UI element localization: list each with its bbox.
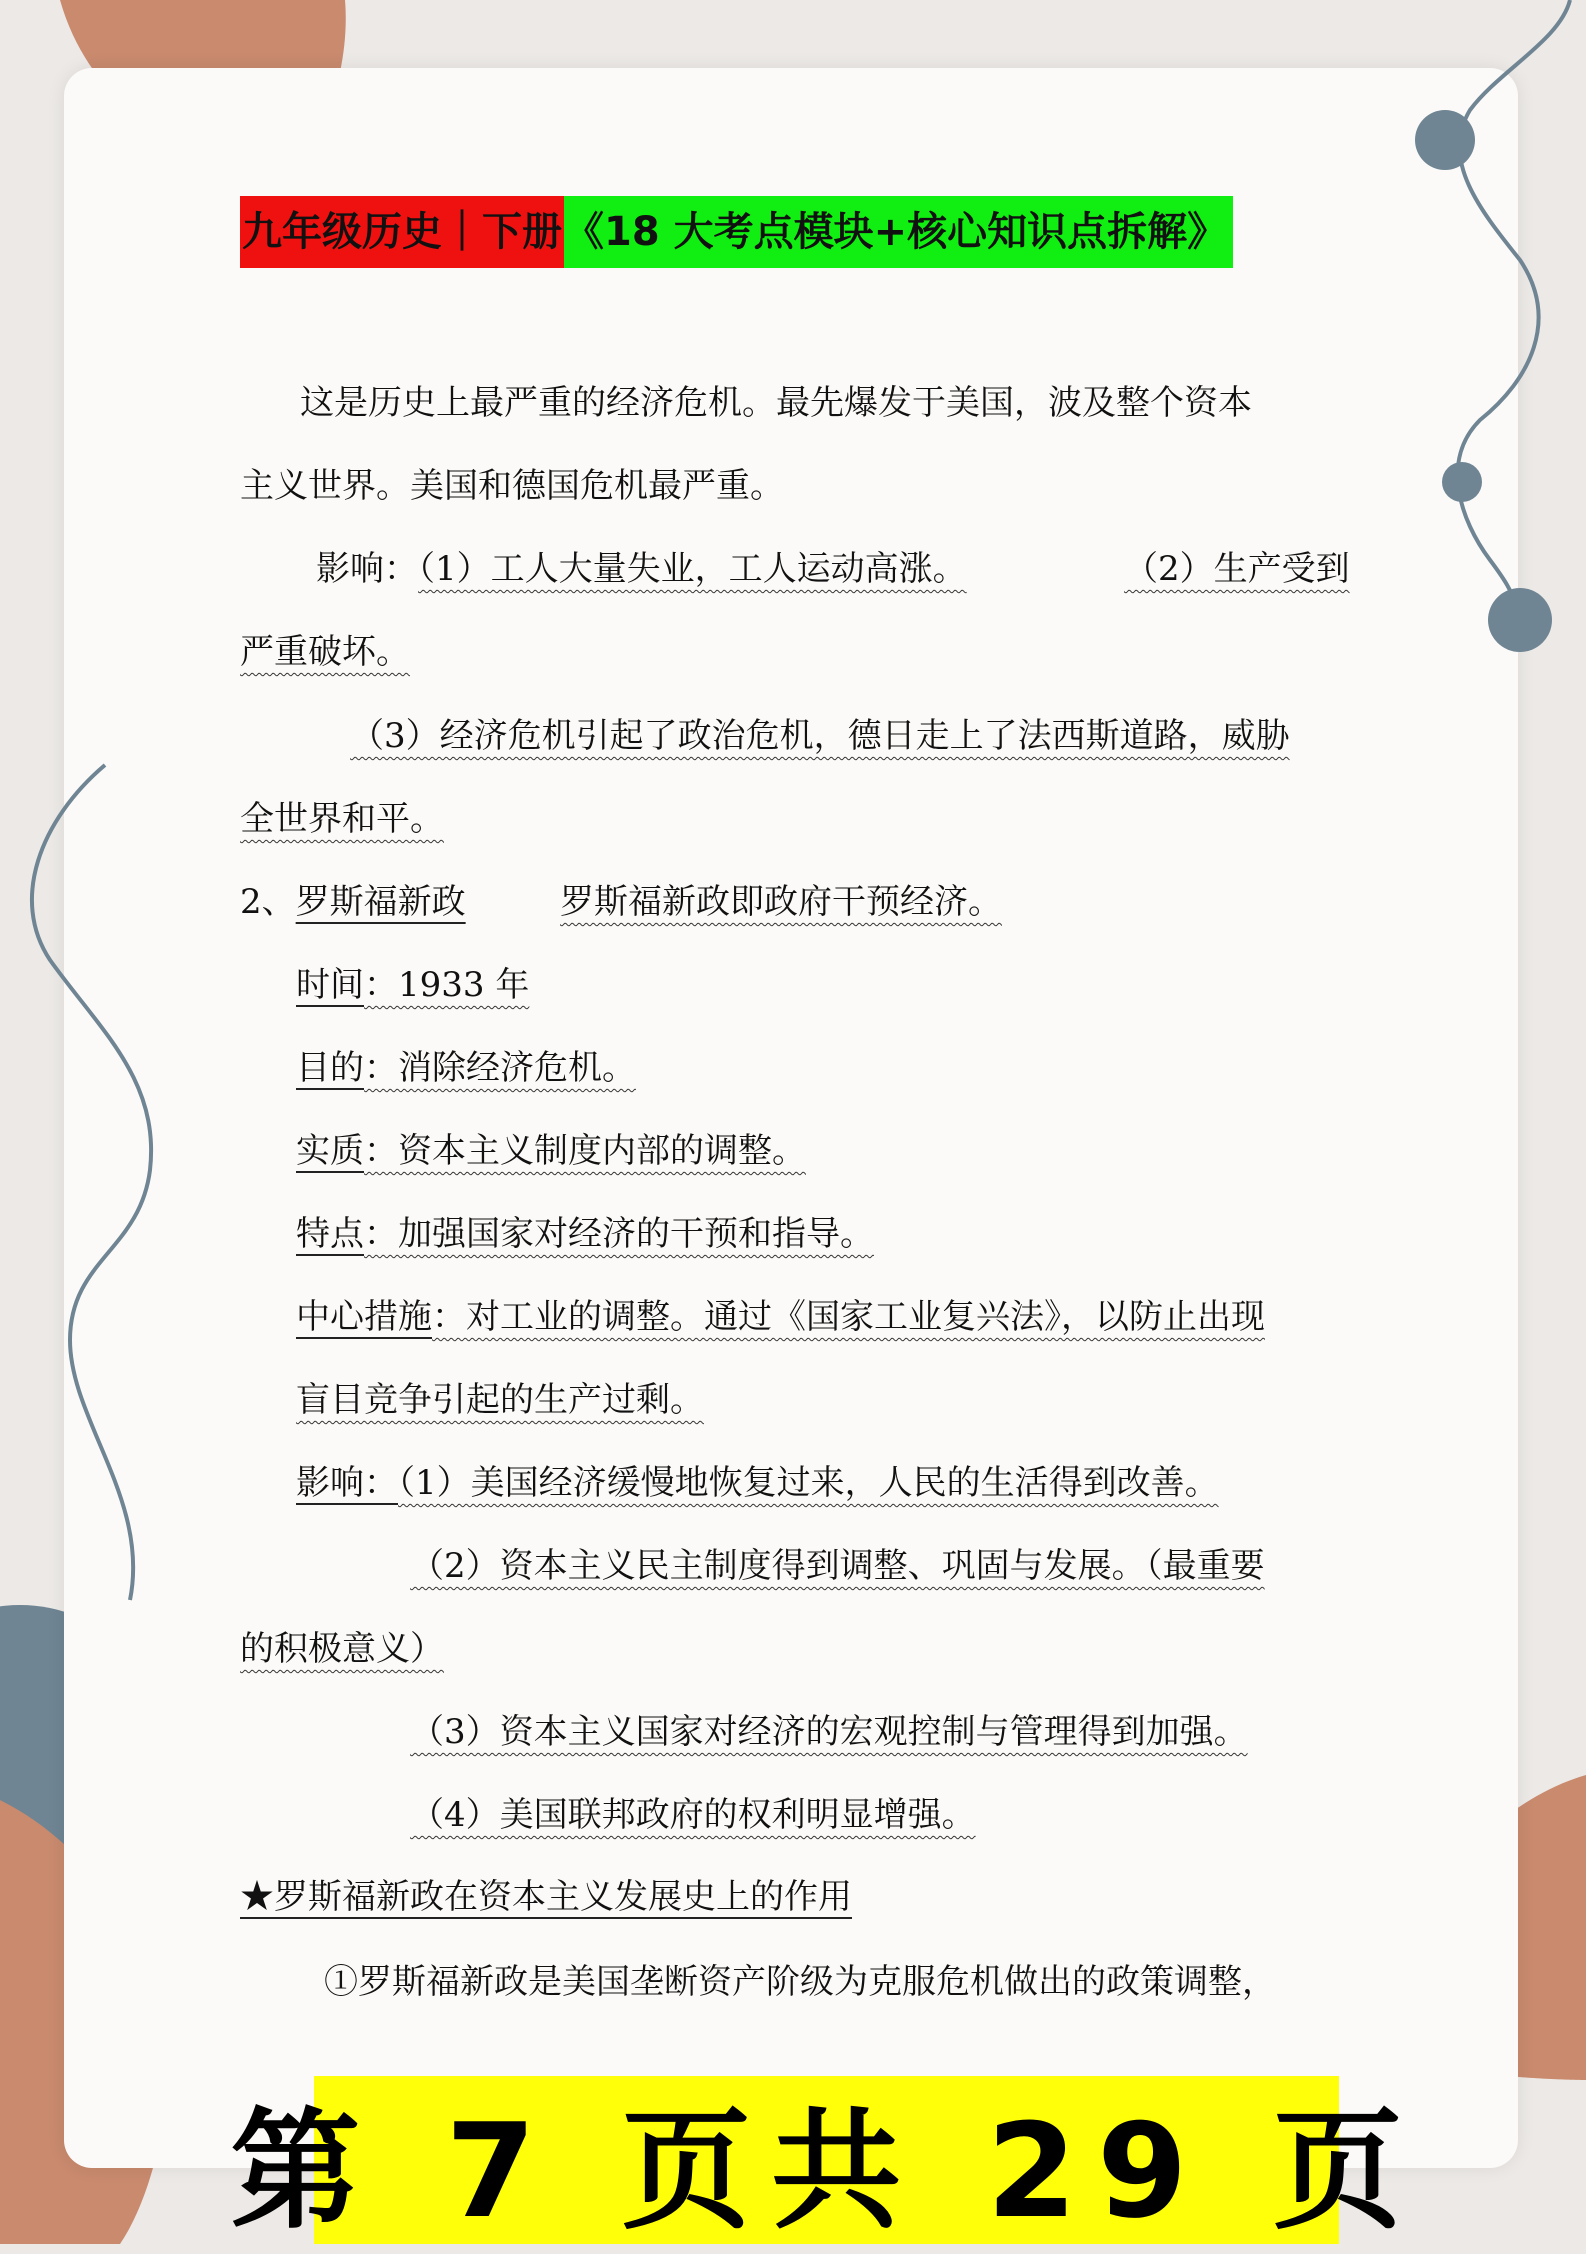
title-grade-label: 九年级历史｜下册 bbox=[240, 196, 564, 268]
intro-line-2: 主义世界。美国和德国危机最严重。 bbox=[240, 466, 784, 506]
essence-row bbox=[296, 1131, 806, 1171]
essence-label: 实质 bbox=[296, 1131, 364, 1171]
impact-item-2a: （2）生产受到 bbox=[1124, 549, 1350, 589]
influence-label: 影响： bbox=[296, 1463, 398, 1503]
essence-value: ：资本主义制度内部的调整。 bbox=[364, 1131, 806, 1171]
goal-label: 目的 bbox=[296, 1048, 364, 1088]
page-title bbox=[240, 196, 1233, 268]
section-2-heading: 罗斯福新政 bbox=[296, 882, 466, 922]
section-2-summary: 罗斯福新政即政府干预经济。 bbox=[560, 882, 1002, 922]
measure-value-b: 盲目竞争引起的生产过剩。 bbox=[296, 1380, 704, 1420]
influence-item-1: （1）美国经济缓慢地恢复过来，人民的生活得到改善。 bbox=[398, 1463, 1219, 1503]
star-section-heading: ★罗斯福新政在资本主义发展史上的作用 bbox=[240, 1877, 852, 1917]
measure-row bbox=[296, 1297, 1265, 1337]
section-2-number: 2、 bbox=[240, 882, 296, 922]
impact-item-1: （1）工人大量失业，工人运动高涨。 bbox=[418, 549, 967, 589]
goal-value: ：消除经济危机。 bbox=[364, 1048, 636, 1088]
section-2-heading-row bbox=[240, 882, 482, 922]
feature-row bbox=[296, 1214, 874, 1254]
time-label: 时间 bbox=[296, 965, 364, 1005]
impact-label: 影响： bbox=[316, 549, 418, 589]
impact-item-3b: 全世界和平。 bbox=[240, 799, 444, 839]
impact-item-2b: 严重破坏。 bbox=[240, 632, 410, 672]
time-row bbox=[296, 965, 529, 1005]
title-module-label: 《18 大考点模块+核心知识点拆解》 bbox=[564, 196, 1233, 268]
influence-item-3: （3）资本主义国家对经济的宏观控制与管理得到加强。 bbox=[410, 1712, 1248, 1752]
intro-line-1: 这是历史上最严重的经济危机。最先爆发于美国，波及整个资本 bbox=[300, 383, 1252, 423]
time-value: ：1933 年 bbox=[364, 965, 529, 1005]
page-number-banner: 第 7 页共 29 页 bbox=[314, 2076, 1339, 2244]
feature-value: ：加强国家对经济的干预和指导。 bbox=[364, 1214, 874, 1254]
goal-row bbox=[296, 1048, 636, 1088]
influence-row-1 bbox=[296, 1463, 1219, 1503]
star-section-point-1: ①罗斯福新政是美国垄断资产阶级为克服危机做出的政策调整， bbox=[324, 1962, 1276, 2002]
influence-item-2b: 的积极意义） bbox=[240, 1629, 444, 1669]
impact-row-1 bbox=[316, 549, 967, 589]
influence-item-4: （4）美国联邦政府的权利明显增强。 bbox=[410, 1795, 976, 1835]
measure-label: 中心措施 bbox=[296, 1297, 432, 1337]
impact-item-3a: （3）经济危机引起了政治危机，德日走上了法西斯道路，威胁 bbox=[350, 716, 1290, 756]
measure-value-a: ：对工业的调整。通过《国家工业复兴法》，以防止出现 bbox=[432, 1297, 1265, 1337]
influence-item-2a: （2）资本主义民主制度得到调整、巩固与发展。（最重要 bbox=[410, 1546, 1265, 1586]
feature-label: 特点 bbox=[296, 1214, 364, 1254]
